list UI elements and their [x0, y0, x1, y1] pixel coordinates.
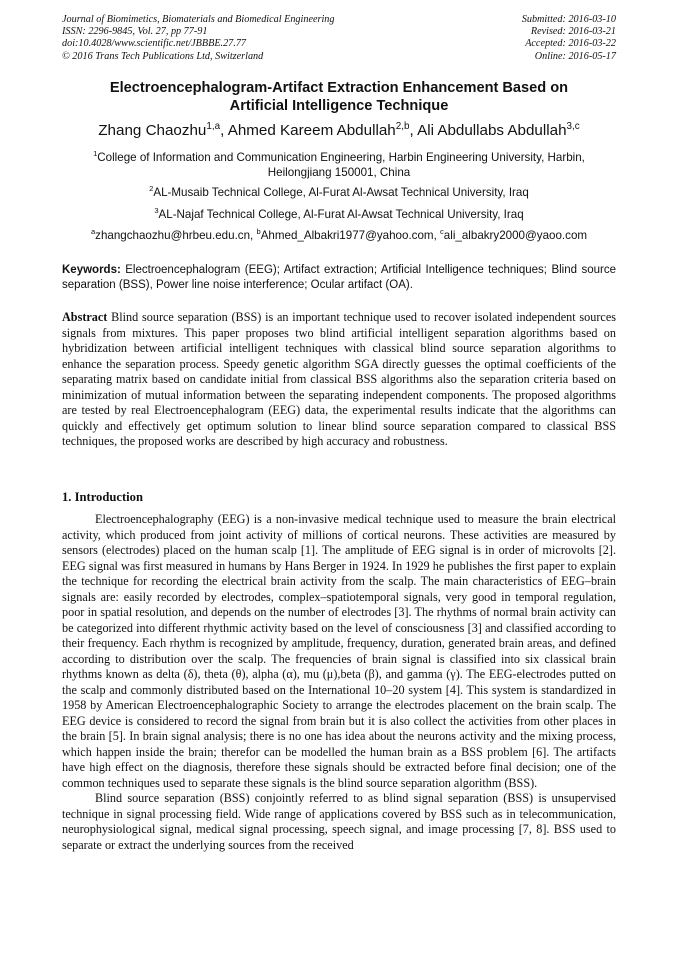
keywords-text: Electroencephalogram (EEG); Artifact extraction; Artificial Intelligence techniques; Blind source separation (BSS), Power line noise interference; Ocular artifact (OA).	[62, 264, 616, 291]
affiliation-3-num: 3	[154, 206, 159, 216]
abstract-text: Blind source separation (BSS) is an important technique used to recover isolated independent sources signals from mixtures. This paper proposes two blind artificial intelligent separation algorithms based on hybridization between artificial intelligent techniques with classical blind source separation algorithms to enhance the separation process. Speedy genetic algorithm SGA directly guesses the optimal coefficients of the separating matrix based on candidate initial from classical BSS algorithms also the separation criteria based on minimization of mutual information between the separating independent components. The proposed algorithms are tested by real Electroencephalogram (EEG) data, the experimental results indicate that the algorithms can quickly and effectively get optimum solution to linear blind source separation compared to classical BSS techniques, the proposed works are described by high accuracy and robustness.	[62, 310, 616, 448]
paper-title	[40, 79, 638, 115]
affiliation-1-line-2: Heilongjiang 150001, China	[267, 166, 411, 179]
journal-header	[62, 14, 616, 63]
affiliation-3-text: AL-Najaf Technical College, Al-Furat Al-Awsat Technical University, Iraq	[158, 208, 524, 221]
author-separator: ,	[220, 122, 228, 139]
author-1-sup: 1,a	[206, 120, 221, 132]
email-c-sup: c	[440, 227, 444, 237]
abstract	[62, 310, 616, 450]
author-3: Ali Abdullabs Abdullah	[417, 122, 567, 139]
copyright: © 2016 Trans Tech Publications Ltd, Switzerland	[62, 50, 264, 62]
author-separator: ,	[409, 122, 418, 139]
journal-name: Journal of Biomimetics, Biomaterials and Biomedical Engineering	[62, 14, 335, 25]
author-list	[40, 122, 638, 139]
doi: doi:10.4028/www.scientific.net/JBBBE.27.77	[62, 38, 247, 50]
section-heading-introduction: 1. Introduction	[62, 490, 143, 504]
issn: ISSN: 2296-9845, Vol. 27, pp 77-91	[62, 26, 208, 38]
email-b-sup: b	[256, 227, 261, 237]
affiliation-1	[40, 150, 638, 180]
email-b: Ahmed_Albakri1977@yahoo.com,	[260, 229, 441, 242]
email-a-sup: a	[90, 227, 96, 237]
introduction-paragraph-2: Blind source separation (BSS) conjointly referred to as blind signal separation (BSS) is unsupervised technique in signal processing field. Wide range of applications covered by BSS such as in telecommunication, neurophysiological signal, medical signal processing, speech signal, and image processing [7, 8]. BSS used to separate or extract the underlying sources from the received	[62, 791, 616, 852]
author-2: Ahmed Kareem Abdullah	[227, 122, 396, 139]
affiliation-2-text: AL-Musaib Technical College, Al-Furat Al-Awsat Technical University, Iraq	[153, 186, 529, 199]
affiliation-1-num: 1	[93, 149, 98, 159]
affiliation-2-num: 2	[149, 184, 154, 194]
online-date: Online: 2016-05-17	[534, 50, 616, 62]
affiliation-2	[40, 185, 638, 200]
author-emails	[40, 228, 638, 243]
keywords-label: Keywords:	[62, 264, 121, 276]
affiliation-3	[40, 207, 638, 222]
email-a: zhangchaozhu@hrbeu.edu.cn,	[95, 229, 257, 242]
title-line-1: Electroencephalogram-Artifact Extraction Enhancement Based on	[109, 80, 569, 96]
submitted-date: Submitted: 2016-03-10	[521, 14, 616, 25]
accepted-date: Accepted: 2016-03-22	[525, 38, 616, 50]
title-line-2: Artificial Intelligence Technique	[229, 98, 449, 114]
author-1: Zhang Chaozhu	[98, 122, 207, 139]
affiliation-1-line-1: College of Information and Communication Engineering, Harbin Engineering University, Harbin,	[97, 151, 585, 164]
abstract-label: Abstract	[62, 310, 108, 324]
email-c: ali_albakry2000@yaoo.com	[443, 229, 588, 242]
introduction-paragraph-1: Electroencephalography (EEG) is a non-invasive medical technique used to measure the brain electrical activity, which produced from joint activity of millions of cortical neurons. These activities are measured by sensors (electrodes) placed on the human scalp [1]. The amplitude of EEG signal is in order of microvolts [2]. EEG signal was first measured in humans by Hans Berger in 1924. In 1929 he publishes the first paper to explain the technique for recording the electrical brain activity from the scalp. The main characteristics of EEG–brain signals are: easily recorded by electrodes, complex–spatiotemporal signals, very good in temporal regulation, poor in spatial resolution, and depends on the number of electrodes [3]. The rhythms of normal brain activity can be categorized into different rhythmic activity based on the level of consciousness [3] and classified according to their frequency. Each rhythm is recognized by amplitude, frequency, duration, generated brain areas, and defined according to distribution over the scalp. The frequencies of brain signal is classified into six classical brain rhythms known as delta (δ), theta (θ), alpha (α), mu (μ),beta (β), and gamma (γ). The EEG-electrodes putted on the scalp and commonly distributed based on the International 10–20 system [4]. This system is standardized in 1958 by American Electroencephalographic Society to arrange the electrodes placement on the brain scalp. The EEG device is considered to record the signal from brain but it is also collect the activities from other places in the brain [5]. In brain signal analysis; there is no one has idea about the neurons activity and the mixing process, which happen inside the brain; therefor can be modelled the human brain as a BSS problem [6]. The artifacts have high effect on the diagnosis, therefore these signals should be extracted before final decision; one of the common techniques used to separate these signals is the blind source separation algorithm (BSS).	[62, 512, 616, 790]
author-3-sup: 3,c	[566, 120, 580, 132]
revised-date: Revised: 2016-03-21	[530, 26, 616, 38]
introduction-body	[62, 512, 616, 853]
author-2-sup: 2,b	[395, 120, 410, 132]
keywords	[62, 263, 616, 293]
